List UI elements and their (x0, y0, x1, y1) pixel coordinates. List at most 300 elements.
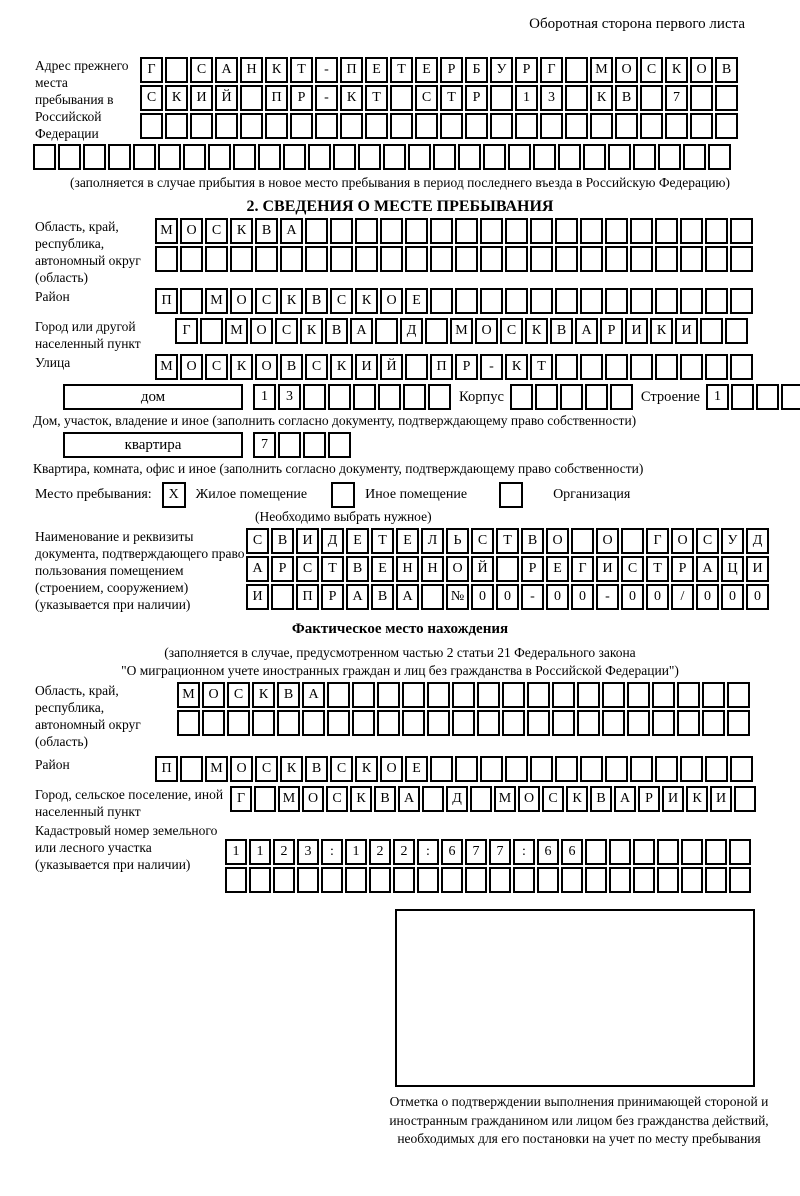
char-box[interactable] (483, 144, 506, 170)
char-box[interactable] (200, 318, 223, 344)
char-box[interactable]: Й (380, 354, 403, 380)
char-box[interactable] (537, 867, 559, 893)
char-box[interactable]: С (415, 85, 438, 111)
char-box[interactable] (496, 556, 519, 582)
char-box[interactable]: К (525, 318, 548, 344)
char-box[interactable] (277, 710, 300, 736)
char-box[interactable]: И (662, 786, 684, 812)
char-box[interactable]: О (180, 354, 203, 380)
char-box[interactable]: С (330, 288, 353, 314)
char-box[interactable] (352, 682, 375, 708)
char-box[interactable] (333, 144, 356, 170)
char-box[interactable] (408, 144, 431, 170)
char-box[interactable]: : (321, 839, 343, 865)
char-box[interactable] (380, 246, 403, 272)
char-box[interactable] (731, 384, 754, 410)
char-box[interactable] (165, 113, 188, 139)
char-box[interactable] (655, 246, 678, 272)
char-box[interactable] (708, 144, 731, 170)
char-box[interactable] (427, 710, 450, 736)
char-box[interactable] (527, 710, 550, 736)
char-box[interactable] (297, 867, 319, 893)
char-box[interactable] (480, 218, 503, 244)
char-box[interactable]: В (255, 218, 278, 244)
char-box[interactable] (254, 786, 276, 812)
char-box[interactable]: О (690, 57, 713, 83)
char-box[interactable]: 7 (253, 432, 276, 458)
char-box[interactable]: 1 (706, 384, 729, 410)
char-box[interactable] (403, 384, 426, 410)
char-box[interactable]: И (190, 85, 213, 111)
char-box[interactable] (580, 246, 603, 272)
char-box[interactable]: Д (321, 528, 344, 554)
char-box[interactable] (530, 288, 553, 314)
char-box[interactable] (552, 710, 575, 736)
char-box[interactable]: О (180, 218, 203, 244)
char-box[interactable]: 3 (540, 85, 563, 111)
char-box[interactable] (585, 867, 607, 893)
char-box[interactable]: 1 (515, 85, 538, 111)
char-box[interactable]: С (326, 786, 348, 812)
char-box[interactable] (328, 384, 351, 410)
char-box[interactable]: 0 (746, 584, 769, 610)
char-box[interactable] (165, 57, 188, 83)
char-box[interactable] (383, 144, 406, 170)
house-type-box[interactable]: дом (63, 384, 243, 410)
stay-option-organization-checkbox[interactable] (499, 482, 523, 508)
char-box[interactable] (580, 756, 603, 782)
char-box[interactable] (555, 354, 578, 380)
char-box[interactable]: И (296, 528, 319, 554)
char-box[interactable]: А (575, 318, 598, 344)
apartment-type-box[interactable]: квартира (63, 432, 243, 458)
char-box[interactable] (480, 246, 503, 272)
char-box[interactable]: А (346, 584, 369, 610)
char-box[interactable]: 6 (537, 839, 559, 865)
char-box[interactable] (440, 113, 463, 139)
char-box[interactable] (533, 144, 556, 170)
char-box[interactable] (665, 113, 688, 139)
char-box[interactable]: 6 (441, 839, 463, 865)
char-box[interactable] (240, 113, 263, 139)
char-box[interactable]: А (398, 786, 420, 812)
char-box[interactable] (430, 246, 453, 272)
char-box[interactable]: К (230, 354, 253, 380)
char-box[interactable] (640, 85, 663, 111)
char-box[interactable]: О (446, 556, 469, 582)
char-box[interactable]: С (275, 318, 298, 344)
char-box[interactable] (515, 113, 538, 139)
char-box[interactable]: К (340, 85, 363, 111)
char-box[interactable] (180, 246, 203, 272)
char-box[interactable]: Р (671, 556, 694, 582)
char-box[interactable]: В (550, 318, 573, 344)
char-box[interactable] (352, 710, 375, 736)
char-box[interactable]: - (315, 57, 338, 83)
char-box[interactable] (609, 867, 631, 893)
char-box[interactable] (558, 144, 581, 170)
char-box[interactable] (455, 246, 478, 272)
char-box[interactable]: М (278, 786, 300, 812)
char-box[interactable] (177, 710, 200, 736)
char-box[interactable] (490, 85, 513, 111)
char-box[interactable]: С (305, 354, 328, 380)
char-box[interactable]: Р (638, 786, 660, 812)
char-box[interactable]: И (675, 318, 698, 344)
char-box[interactable] (340, 113, 363, 139)
char-box[interactable] (158, 144, 181, 170)
char-box[interactable] (305, 218, 328, 244)
char-box[interactable]: Р (600, 318, 623, 344)
char-box[interactable]: П (265, 85, 288, 111)
char-box[interactable] (690, 85, 713, 111)
char-box[interactable] (513, 867, 535, 893)
char-box[interactable]: Н (396, 556, 419, 582)
char-box[interactable] (630, 218, 653, 244)
char-box[interactable]: О (202, 682, 225, 708)
char-box[interactable] (271, 584, 294, 610)
char-box[interactable]: - (596, 584, 619, 610)
char-box[interactable] (290, 113, 313, 139)
char-box[interactable] (480, 756, 503, 782)
char-box[interactable]: 0 (721, 584, 744, 610)
char-box[interactable]: И (246, 584, 269, 610)
char-box[interactable]: С (296, 556, 319, 582)
char-box[interactable]: С (542, 786, 564, 812)
char-box[interactable] (455, 218, 478, 244)
char-box[interactable] (555, 288, 578, 314)
char-box[interactable]: - (480, 354, 503, 380)
char-box[interactable] (502, 710, 525, 736)
char-box[interactable] (190, 113, 213, 139)
char-box[interactable] (565, 85, 588, 111)
char-box[interactable]: Т (371, 528, 394, 554)
char-box[interactable]: 7 (465, 839, 487, 865)
char-box[interactable]: О (302, 786, 324, 812)
char-box[interactable]: К (280, 756, 303, 782)
char-box[interactable]: Е (546, 556, 569, 582)
char-box[interactable]: К (230, 218, 253, 244)
char-box[interactable] (58, 144, 81, 170)
char-box[interactable] (571, 528, 594, 554)
char-box[interactable]: Т (530, 354, 553, 380)
char-box[interactable] (627, 710, 650, 736)
char-box[interactable] (590, 113, 613, 139)
char-box[interactable]: К (355, 756, 378, 782)
char-box[interactable] (208, 144, 231, 170)
char-box[interactable]: М (205, 288, 228, 314)
char-box[interactable] (630, 756, 653, 782)
char-box[interactable] (465, 867, 487, 893)
char-box[interactable]: Т (321, 556, 344, 582)
char-box[interactable] (280, 246, 303, 272)
char-box[interactable]: О (250, 318, 273, 344)
char-box[interactable]: С (330, 756, 353, 782)
char-box[interactable] (640, 113, 663, 139)
char-box[interactable]: А (614, 786, 636, 812)
char-box[interactable] (605, 288, 628, 314)
char-box[interactable]: / (671, 584, 694, 610)
char-box[interactable]: В (590, 786, 612, 812)
char-box[interactable]: П (430, 354, 453, 380)
char-box[interactable]: У (490, 57, 513, 83)
char-box[interactable]: № (446, 584, 469, 610)
char-box[interactable] (428, 384, 451, 410)
char-box[interactable] (180, 756, 203, 782)
char-box[interactable]: И (710, 786, 732, 812)
char-box[interactable] (657, 839, 679, 865)
char-box[interactable]: Ь (446, 528, 469, 554)
char-box[interactable]: П (296, 584, 319, 610)
char-box[interactable] (535, 384, 558, 410)
char-box[interactable]: Р (440, 57, 463, 83)
char-box[interactable]: О (518, 786, 540, 812)
char-box[interactable]: Д (400, 318, 423, 344)
char-box[interactable]: К (590, 85, 613, 111)
char-box[interactable]: Р (455, 354, 478, 380)
char-box[interactable] (477, 710, 500, 736)
char-box[interactable]: : (513, 839, 535, 865)
char-box[interactable] (630, 246, 653, 272)
char-box[interactable] (417, 867, 439, 893)
char-box[interactable]: Е (365, 57, 388, 83)
char-box[interactable]: Г (571, 556, 594, 582)
char-box[interactable] (283, 144, 306, 170)
char-box[interactable] (230, 246, 253, 272)
char-box[interactable]: 3 (278, 384, 301, 410)
char-box[interactable] (489, 867, 511, 893)
char-box[interactable]: В (521, 528, 544, 554)
char-box[interactable] (303, 432, 326, 458)
char-box[interactable] (680, 354, 703, 380)
char-box[interactable] (540, 113, 563, 139)
char-box[interactable]: 6 (561, 839, 583, 865)
char-box[interactable] (627, 682, 650, 708)
char-box[interactable] (505, 756, 528, 782)
char-box[interactable] (227, 710, 250, 736)
char-box[interactable]: Р (465, 85, 488, 111)
char-box[interactable] (83, 144, 106, 170)
char-box[interactable] (605, 354, 628, 380)
char-box[interactable] (729, 839, 751, 865)
char-box[interactable]: В (305, 288, 328, 314)
char-box[interactable]: К (505, 354, 528, 380)
char-box[interactable] (305, 246, 328, 272)
char-box[interactable] (530, 246, 553, 272)
char-box[interactable] (421, 584, 444, 610)
char-box[interactable] (583, 144, 606, 170)
char-box[interactable] (327, 710, 350, 736)
char-box[interactable] (577, 710, 600, 736)
char-box[interactable]: Г (140, 57, 163, 83)
char-box[interactable] (508, 144, 531, 170)
char-box[interactable] (180, 288, 203, 314)
char-box[interactable] (633, 144, 656, 170)
char-box[interactable] (781, 384, 800, 410)
char-box[interactable]: О (546, 528, 569, 554)
char-box[interactable]: О (380, 756, 403, 782)
char-box[interactable]: Н (421, 556, 444, 582)
char-box[interactable]: Е (396, 528, 419, 554)
char-box[interactable]: К (350, 786, 372, 812)
char-box[interactable] (108, 144, 131, 170)
char-box[interactable]: К (566, 786, 588, 812)
char-box[interactable] (355, 218, 378, 244)
char-box[interactable]: П (340, 57, 363, 83)
char-box[interactable]: К (330, 354, 353, 380)
char-box[interactable] (393, 867, 415, 893)
char-box[interactable]: С (621, 556, 644, 582)
char-box[interactable]: Г (540, 57, 563, 83)
char-box[interactable] (308, 144, 331, 170)
char-box[interactable] (240, 85, 263, 111)
char-box[interactable] (730, 354, 753, 380)
char-box[interactable]: О (380, 288, 403, 314)
char-box[interactable]: В (277, 682, 300, 708)
char-box[interactable]: С (471, 528, 494, 554)
char-box[interactable] (552, 682, 575, 708)
char-box[interactable] (353, 384, 376, 410)
char-box[interactable]: - (521, 584, 544, 610)
char-box[interactable] (365, 113, 388, 139)
char-box[interactable]: К (280, 288, 303, 314)
char-box[interactable] (630, 354, 653, 380)
char-box[interactable]: К (665, 57, 688, 83)
char-box[interactable]: В (325, 318, 348, 344)
char-box[interactable]: 0 (471, 584, 494, 610)
char-box[interactable]: 0 (646, 584, 669, 610)
char-box[interactable] (505, 246, 528, 272)
char-box[interactable]: Н (240, 57, 263, 83)
char-box[interactable]: - (315, 85, 338, 111)
char-box[interactable]: 1 (249, 839, 271, 865)
char-box[interactable] (700, 318, 723, 344)
char-box[interactable] (655, 756, 678, 782)
char-box[interactable] (680, 288, 703, 314)
char-box[interactable]: О (596, 528, 619, 554)
char-box[interactable] (633, 839, 655, 865)
char-box[interactable] (729, 867, 751, 893)
char-box[interactable]: Е (405, 756, 428, 782)
char-box[interactable] (155, 246, 178, 272)
char-box[interactable] (680, 756, 703, 782)
char-box[interactable] (273, 867, 295, 893)
char-box[interactable] (140, 113, 163, 139)
char-box[interactable]: Е (346, 528, 369, 554)
char-box[interactable] (369, 867, 391, 893)
char-box[interactable] (615, 113, 638, 139)
char-box[interactable] (455, 288, 478, 314)
char-box[interactable] (215, 113, 238, 139)
char-box[interactable]: С (255, 756, 278, 782)
char-box[interactable]: 0 (571, 584, 594, 610)
char-box[interactable] (278, 432, 301, 458)
char-box[interactable] (390, 113, 413, 139)
char-box[interactable]: Т (496, 528, 519, 554)
char-box[interactable]: К (686, 786, 708, 812)
char-box[interactable]: М (590, 57, 613, 83)
char-box[interactable] (330, 218, 353, 244)
char-box[interactable]: Т (646, 556, 669, 582)
char-box[interactable] (252, 710, 275, 736)
char-box[interactable]: М (205, 756, 228, 782)
char-box[interactable] (608, 144, 631, 170)
char-box[interactable] (730, 288, 753, 314)
char-box[interactable] (555, 756, 578, 782)
char-box[interactable]: К (300, 318, 323, 344)
char-box[interactable]: А (280, 218, 303, 244)
char-box[interactable] (422, 786, 444, 812)
char-box[interactable] (555, 246, 578, 272)
char-box[interactable] (233, 144, 256, 170)
char-box[interactable] (705, 839, 727, 865)
char-box[interactable]: Ц (721, 556, 744, 582)
char-box[interactable]: 1 (345, 839, 367, 865)
char-box[interactable] (527, 682, 550, 708)
char-box[interactable]: 0 (496, 584, 519, 610)
char-box[interactable]: М (155, 218, 178, 244)
char-box[interactable]: Е (405, 288, 428, 314)
char-box[interactable]: В (305, 756, 328, 782)
char-box[interactable] (430, 218, 453, 244)
char-box[interactable]: Р (521, 556, 544, 582)
char-box[interactable] (730, 246, 753, 272)
char-box[interactable] (530, 756, 553, 782)
char-box[interactable] (433, 144, 456, 170)
char-box[interactable]: Р (515, 57, 538, 83)
char-box[interactable] (265, 113, 288, 139)
char-box[interactable] (470, 786, 492, 812)
char-box[interactable] (633, 867, 655, 893)
char-box[interactable] (425, 318, 448, 344)
char-box[interactable] (258, 144, 281, 170)
char-box[interactable] (652, 682, 675, 708)
char-box[interactable]: К (650, 318, 673, 344)
char-box[interactable] (565, 113, 588, 139)
char-box[interactable] (705, 218, 728, 244)
char-box[interactable]: Т (390, 57, 413, 83)
char-box[interactable]: А (396, 584, 419, 610)
char-box[interactable] (327, 682, 350, 708)
char-box[interactable] (321, 867, 343, 893)
char-box[interactable] (430, 756, 453, 782)
char-box[interactable] (455, 756, 478, 782)
char-box[interactable] (255, 246, 278, 272)
char-box[interactable]: И (746, 556, 769, 582)
char-box[interactable] (430, 288, 453, 314)
char-box[interactable]: В (615, 85, 638, 111)
char-box[interactable]: К (252, 682, 275, 708)
char-box[interactable] (402, 682, 425, 708)
char-box[interactable] (677, 710, 700, 736)
char-box[interactable]: 0 (696, 584, 719, 610)
char-box[interactable] (715, 85, 738, 111)
char-box[interactable]: О (475, 318, 498, 344)
char-box[interactable]: П (155, 288, 178, 314)
char-box[interactable]: М (450, 318, 473, 344)
char-box[interactable] (490, 113, 513, 139)
char-box[interactable] (585, 384, 608, 410)
char-box[interactable] (452, 682, 475, 708)
char-box[interactable] (655, 218, 678, 244)
char-box[interactable]: А (350, 318, 373, 344)
char-box[interactable] (730, 218, 753, 244)
char-box[interactable]: Г (230, 786, 252, 812)
char-box[interactable]: 1 (225, 839, 247, 865)
char-box[interactable] (727, 682, 750, 708)
char-box[interactable] (405, 354, 428, 380)
char-box[interactable]: В (346, 556, 369, 582)
